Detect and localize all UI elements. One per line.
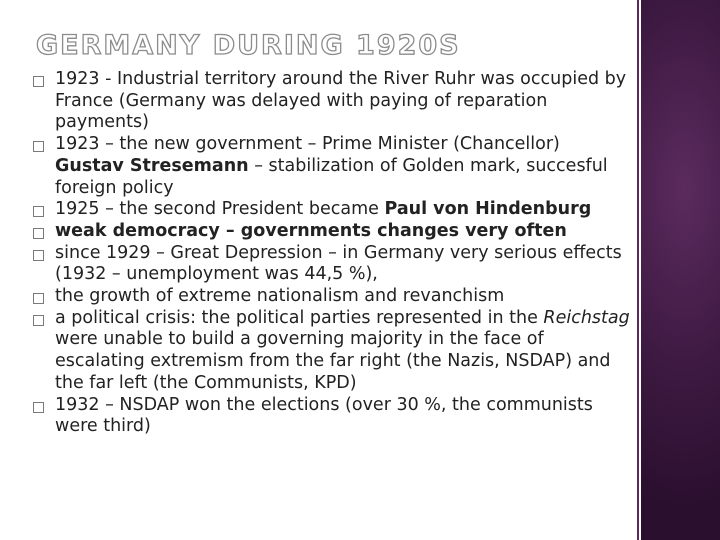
bullet-text: were unable to build a governing majority in the face of escalating extremism from the far right (the Nazis, NSDAP) and the far left (the Communists, KPD) <box>55 329 611 393</box>
bullet-item <box>32 243 632 286</box>
bullet-text: Gustav Stresemann <box>55 155 249 176</box>
bullet-text: Paul von Hindenburg <box>384 199 592 220</box>
bullet-item <box>32 221 632 243</box>
bullet-text: – stabilization of Golden mark, succesful foreign policy <box>55 155 608 198</box>
checkbox-bullet-icon <box>33 293 44 304</box>
checkbox-bullet-icon <box>33 76 44 87</box>
bullet-list <box>32 69 632 438</box>
bullet-text: 1925 – the second President became <box>55 199 385 220</box>
bullet-text: weak democracy – governments changes very often <box>55 220 567 241</box>
bullet-item <box>32 395 632 438</box>
bullet-item <box>32 69 632 134</box>
bullet-text: the growth of extreme nationalism and revanchism <box>55 286 505 307</box>
slide-title: GERMANY DURING 1920S <box>36 30 461 61</box>
checkbox-bullet-icon <box>33 141 44 152</box>
checkbox-bullet-icon <box>33 315 44 326</box>
checkbox-bullet-icon <box>33 206 44 217</box>
bullet-item <box>32 199 632 221</box>
bullet-text: 1932 – NSDAP won the elections (over 30 %, the communists were third) <box>55 394 593 437</box>
checkbox-bullet-icon <box>33 228 44 239</box>
checkbox-bullet-icon <box>33 402 44 413</box>
sidebar-divider <box>637 0 639 540</box>
bullet-item <box>32 308 632 395</box>
bullet-item <box>32 134 632 199</box>
bullet-text: 1923 – the new government – Prime Minister (Chancellor) <box>55 134 560 155</box>
bullet-item <box>32 286 632 308</box>
decorative-sidebar <box>641 0 720 540</box>
bullet-text: a political crisis: the political parties represented in the <box>55 307 544 328</box>
bullet-text: since 1929 – Great Depression – in Germany very serious effects (1932 – unemployment was 44,5 %), <box>55 242 622 285</box>
bullet-text: Reichstag <box>543 307 630 328</box>
bullet-text: 1923 - Industrial territory around the River Ruhr was occupied by France (Germany was delayed with paying of reparation payments) <box>55 69 627 133</box>
checkbox-bullet-icon <box>33 250 44 261</box>
